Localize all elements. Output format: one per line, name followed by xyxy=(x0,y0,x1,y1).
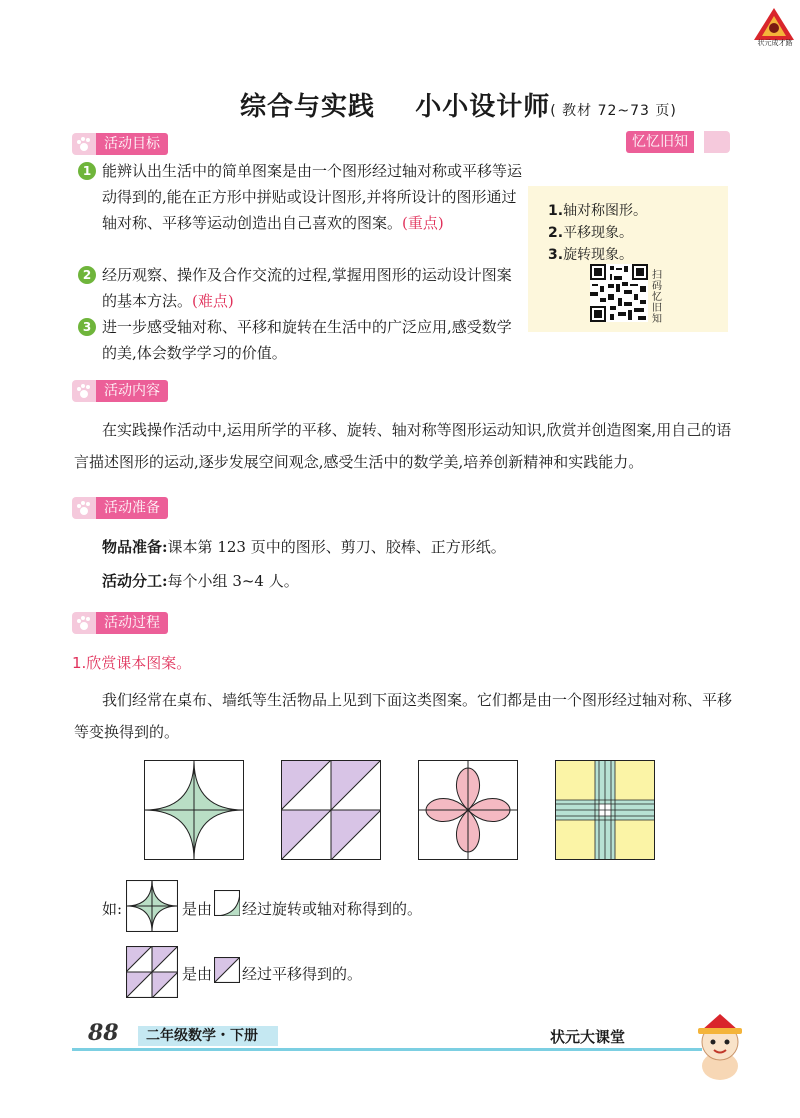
goal-tag: (难点) xyxy=(192,292,234,310)
memo-box xyxy=(528,186,728,332)
prep-group: 活动分工:每个小组 3~4 人。 xyxy=(102,572,299,590)
section-goals-text: 活动目标 xyxy=(96,133,168,155)
memo-item: 3.旋转现象。 xyxy=(548,247,634,263)
example-1-suffix: 经过旋转或轴对称得到的。 xyxy=(242,900,423,918)
page-number: 88 xyxy=(88,1020,119,1046)
memo-label: 忆忆旧知 xyxy=(626,131,694,153)
footer-brand: 状元大课堂 xyxy=(550,1028,626,1046)
logo-text: 状元成才路 xyxy=(757,39,793,47)
qr-code-icon[interactable] xyxy=(590,264,648,322)
paw-icon xyxy=(72,380,96,402)
content-paragraph: 在实践操作活动中,运用所学的平移、旋转、轴对称等图形运动知识,欣赏并创造图案,用自己的语言描述图形的运动,逐步发展空间观念,感受生活中的数学美,培养创新精神和实践能力。 xyxy=(74,421,732,471)
memo-item: 2.平移现象。 xyxy=(548,225,634,241)
example-1-mid: 是由 xyxy=(182,900,213,918)
section-prep-label xyxy=(72,497,168,519)
pattern-star xyxy=(144,760,244,860)
section-content-text: 活动内容 xyxy=(96,380,168,402)
goal-number: 1 xyxy=(78,162,96,180)
section-goals-label xyxy=(72,133,168,155)
example-quarter-icon xyxy=(214,890,240,916)
qr-caption: 扫码忆旧知 xyxy=(652,270,662,325)
example-2-mid: 是由 xyxy=(182,965,213,983)
footer-divider xyxy=(72,1048,702,1051)
pattern-petals xyxy=(418,760,518,860)
example-1-prefix: 如: xyxy=(102,900,123,918)
goal-text: 进一步感受轴对称、平移和旋转在生活中的广泛应用,感受数学的美,体会数学学习的价值。 xyxy=(102,318,512,362)
example-half-triangle-icon xyxy=(214,957,240,983)
section-process-label xyxy=(72,612,168,634)
footer-grade: 二年级数学・下册 xyxy=(138,1026,278,1046)
pattern-plaid xyxy=(555,760,655,860)
example-triangles-icon xyxy=(126,946,178,998)
goal-text: 经历观察、操作及合作交流的过程,掌握用图形的运动设计图案的基本方法。 xyxy=(102,266,512,310)
section-process-text: 活动过程 xyxy=(96,612,168,634)
step-1-heading: 1.欣赏课本图案。 xyxy=(72,654,192,672)
page-title xyxy=(240,86,677,123)
memo-label-tail xyxy=(704,131,730,153)
prep-items: 物品准备:课本第 123 页中的图形、剪刀、胶棒、正方形纸。 xyxy=(102,538,506,556)
paw-icon xyxy=(72,133,96,155)
goal-text: 能辨认出生活中的简单图案是由一个图形经过轴对称或平移等运动得到的,能在正方形中拼贴或设计图形,并将所设计的图形通过轴对称、平移等运动创造出自己喜欢的图案。 xyxy=(102,162,523,232)
example-2-suffix: 经过平移得到的。 xyxy=(242,965,363,983)
mascot-icon xyxy=(688,1008,752,1082)
example-star-icon xyxy=(126,880,178,932)
paw-icon xyxy=(72,497,96,519)
paw-icon xyxy=(72,612,96,634)
goal-tag: (重点) xyxy=(402,214,444,232)
title-sub: ( 教材 72~73 页) xyxy=(550,103,677,119)
title-main: 综合与实践 小小设计师 xyxy=(240,92,551,122)
pattern-triangles xyxy=(281,760,381,860)
memo-item: 1.轴对称图形。 xyxy=(548,203,648,219)
goal-number: 3 xyxy=(78,318,96,336)
section-prep-text: 活动准备 xyxy=(96,497,168,519)
section-content-label xyxy=(72,380,168,402)
process-intro: 我们经常在桌布、墙纸等生活物品上见到下面这类图案。它们都是由一个图形经过轴对称、平移等变换得到的。 xyxy=(74,691,733,741)
goal-number: 2 xyxy=(78,266,96,284)
